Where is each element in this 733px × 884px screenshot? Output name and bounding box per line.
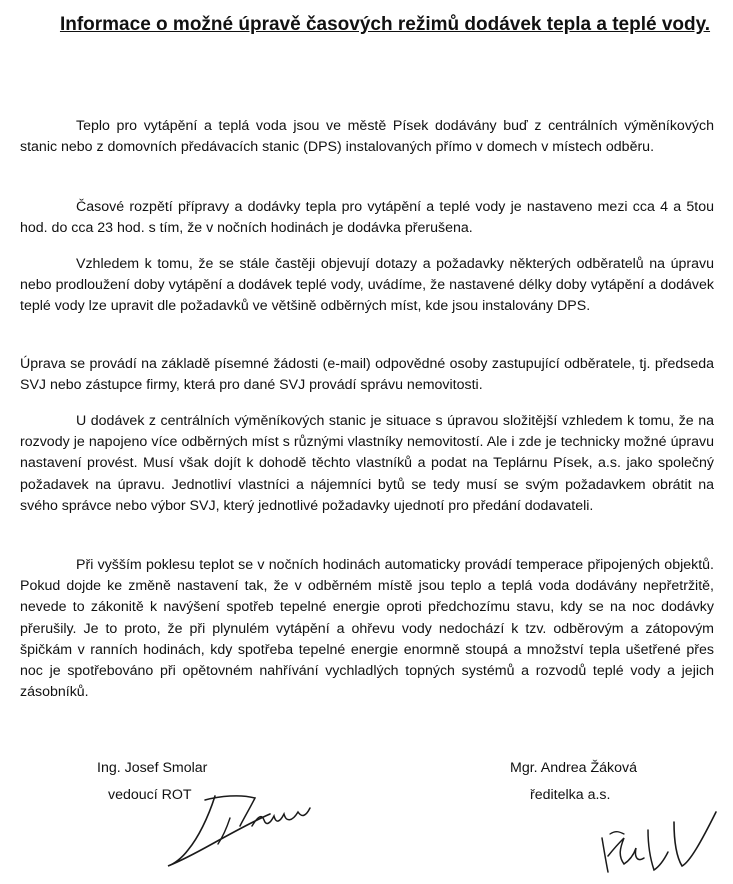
signatory-right-name: Mgr. Andrea Žáková <box>510 760 637 776</box>
paragraph-3: Vzhledem k tomu, že se stále častěji objevují dotazy a požadavky některých odběratelů na úpravu nebo prodloužení doby vytápění a dodávek teplé vody, uvádíme, že nastavené délky doby vytápění a dodávek teplé vody lze upravit dle požadavků ve většině odběrných míst, kde jsou instalovány DPS. <box>20 256 714 315</box>
signatory-right-role: ředitelka a.s. <box>530 787 611 803</box>
signature-right-image <box>590 800 730 880</box>
paragraph-6: Při vyšším poklesu teplot se v nočních hodinách automaticky provádí temperace připojených objektů. Pokud dojde ke změně nastavení tak, že v odběrném místě jsou teplo a teplá voda dodávány nepřetržitě, nevede to zákonitě k navýšení spotřeb tepelné energie oproti předchozímu stavu, kdy se na noc dodávky přerušily. Je to proto, že při plynulém vytápění a ohřevu vody nedochází k tzv. odběrovým a zátopovým špičkám v ranních hodinách, kdy spotřeba tepelné energie enormně stoupá a množství tepla ušetřené přes noc je spotřebováno při opětovném nahřívání vychladlých topných systémů a rozvodů teplé vody a jejich zásobníků. <box>20 557 714 701</box>
signatory-left-role: vedoucí ROT <box>108 787 192 803</box>
signature-left-image <box>160 778 320 878</box>
paragraph-5: U dodávek z centrálních výměníkových stanic je situace s úpravou složitější vzhledem k tomu, že na rozvody je napojeno více odběrných míst s různými vlastníky nemovitostí. Ale i zde je technicky možné úpravu nastavení provést. Musí však dojít k dohodě těchto vlastníků a podat na Teplárnu Písek, a.s. jako společný požadavek na úpravu. Jednotliví vlastníci a nájemníci bytů se tedy musí se svým požadavkem obrátit na svého správce nebo výbor SVJ, který jednotlivé požadavky ujednotí pro předání dodavateli. <box>20 413 714 514</box>
signatory-left-name: Ing. Josef Smolar <box>97 760 208 776</box>
paragraph-2: Časové rozpětí přípravy a dodávky tepla pro vytápění a teplé vody je nastaveno mezi cca 4 a 5tou hod. do cca 23 hod. s tím, že v nočních hodinách je dodávka přerušena. <box>20 199 714 237</box>
paragraph-4: Úprava se provádí na základě písemné žádosti (e-mail) odpovědné osoby zastupující odběratele, tj. předseda SVJ nebo zástupce firmy, která pro dané SVJ provádí správu nemovitosti. <box>20 356 714 394</box>
document-title: Informace o možné úpravě časových režimů dodávek tepla a teplé vody. <box>59 14 711 35</box>
paragraph-1: Teplo pro vytápění a teplá voda jsou ve městě Písek dodávány buď z centrálních výměníkových stanic nebo z domovních předávacích stanic (DPS) instalovaných přímo v domech v místech odběru. <box>20 118 714 156</box>
